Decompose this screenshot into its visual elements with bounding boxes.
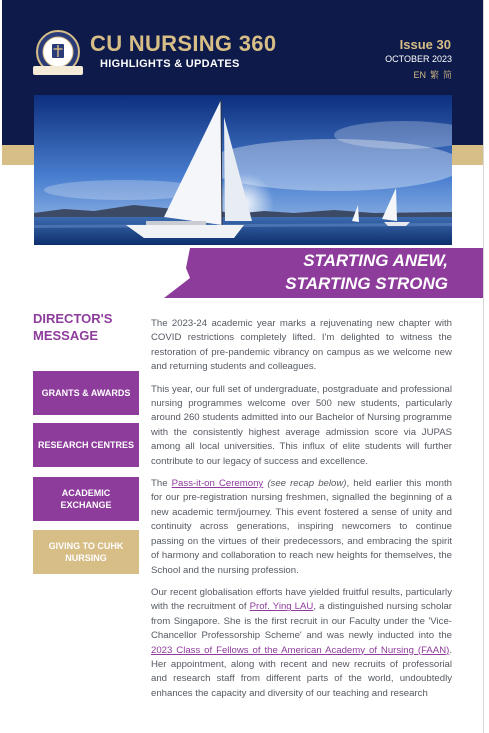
academic-exchange-button[interactable] [33, 477, 139, 521]
p4-text: Our recent globalisation efforts have yielded fruitful results, particularly with the recruitment of [151, 586, 452, 613]
pass-it-on-ceremony-link[interactable]: Pass-it-on Ceremony [171, 478, 264, 490]
p4-text-mid: , a distinguished nursing scholar from Singapore. She is the first recruit in our Faculty under the 'Vice-Chancellor Professorship Scheme' and was newly inducted into the [151, 601, 452, 642]
paragraph-3 [151, 477, 452, 578]
newsletter-title: CU NURSING 360 [90, 31, 277, 56]
hero-sailboat-image [34, 95, 452, 245]
newsletter-subtitle: HIGHLIGHTS & UPDATES [100, 58, 240, 70]
director-message-body [151, 317, 452, 709]
lang-en-link[interactable]: EN [413, 70, 426, 80]
lang-sc-link[interactable]: 简 [442, 70, 452, 80]
p3-text: The [151, 478, 172, 490]
paragraph-2: This year, our full set of undergraduate, postgraduate and professional nursing programmes welcome over 500 new students, particularly around 260 students admitted into our Bachelor of Nursing programme with the consistently highest average admission score via JUPAS among all local universities. This influx of elite students will further contribute to our legacy of success and excellence. [151, 383, 452, 467]
p4-text-end: . Her appointment, along with recent and new recruits of professorial and research staff from different parts of the world, undoubtedly enhances the capacity and diversity of our teaching and research [151, 644, 452, 699]
banner-line-2: STARTING STRONG [285, 274, 448, 293]
lang-tc-link[interactable]: 繁 [429, 70, 439, 80]
banner-line-1: STARTING ANEW, [303, 251, 448, 270]
prof-ying-lau-link[interactable]: Prof. Ying LAU [249, 601, 314, 613]
logo-ribbon [33, 66, 83, 75]
faan-fellows-link[interactable]: 2023 Class of Fellows of the American Academy of Nursing (FAAN) [151, 644, 450, 656]
grants-awards-button[interactable]: GRANTS & AWARDS [33, 371, 139, 415]
issue-number: Issue 30 [399, 37, 451, 52]
language-switcher [409, 68, 452, 81]
giving-button[interactable] [33, 530, 139, 574]
issue-date: OCTOBER 2023 [385, 54, 452, 64]
academic-exchange-label: ACADEMIC EXCHANGE [60, 488, 112, 510]
p3-text-cont: , held earlier this month for our pre-registration nursing freshmen, signalled the beginning of a new academic term/journey. This event fostered a sense of unity and continuity across generations, inspiring newcomers to continue passing on the virtues of their predecessors, and embracing the spirit of harmony and collaboration to reach new heights for themselves, the School and the nursing profession. [151, 478, 453, 576]
research-centres-button[interactable]: RESEARCH CENTRES [33, 423, 139, 467]
director-message-heading[interactable]: DIRECTOR'S MESSAGE [33, 311, 113, 343]
paragraph-4 [151, 586, 452, 701]
giving-label: GIVING TO CUHK NURSING [48, 541, 124, 563]
paragraph-1: The 2023-24 academic year marks a rejuvenating new chapter with COVID restrictions completely lifted. I'm delighted to witness the restoration of pre-pandemic vibrancy on campus as we welcome new and returning students and colleagues. [151, 318, 452, 373]
newsletter-page [2, 0, 484, 733]
p3-recap-note: (see recap below) [263, 478, 347, 490]
banner-headline [285, 249, 448, 295]
